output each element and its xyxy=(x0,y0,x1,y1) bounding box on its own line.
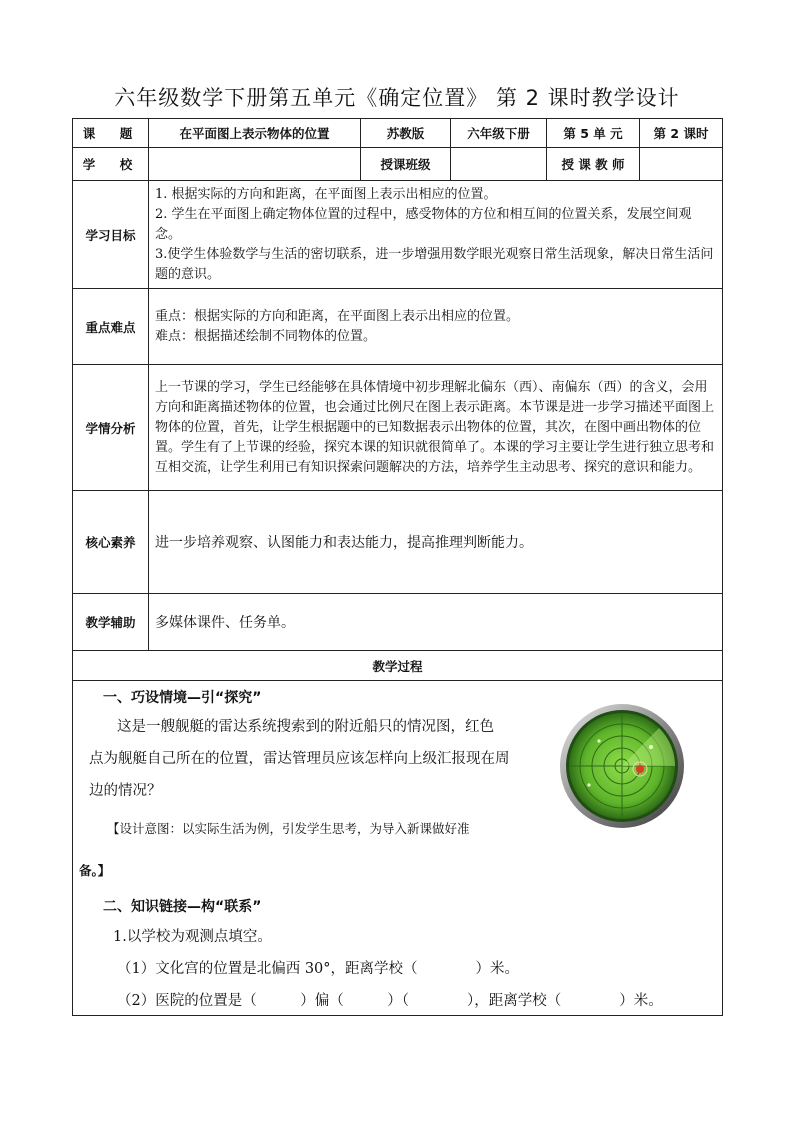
analysis-label: 学情分析 xyxy=(73,365,149,491)
section1-line-1: 这是一艘舰艇的雷达系统搜索到的附近船只的情况图，红色 xyxy=(117,719,494,735)
process-header-row xyxy=(73,651,723,681)
topic-row xyxy=(73,119,723,148)
key-points-label: 重点难点 xyxy=(73,289,149,365)
class-value xyxy=(451,148,547,181)
analysis-text: 上一节课的学习，学生已经能够在具体情境中初步理解北偏东（西）、南偏东（西）的含义，会用方向和距离描述物体的位置，也会通过比例尺在图上表示距离。本节课是进一步学习描述平面图上物体的位置，首先，让学生根据题中的已知数据表示出物体的位置，其次，在图中画出物体的位置。学生有了上节课的经验，探究本课的知识就很简单了。本课的学习主要让学生进行独立思考和互相交流，让学生利用已有知识探索问题解决的方法，培养学生主动思考、探究的意识和能力。 xyxy=(155,379,715,475)
unit-value: 第 5 单 元 xyxy=(547,119,640,148)
key-points-content xyxy=(149,289,723,365)
key-point: 重点：根据实际的方向和距离，在平面图上表示出相应的位置。 xyxy=(155,308,520,324)
radar-screen-image xyxy=(559,703,685,829)
document-title: 六年级数学下册第五单元《确定位置》 第 2 课时教学设计 xyxy=(114,86,680,110)
section1-title: 一、巧设情境—引“探究” xyxy=(103,690,262,706)
radar-contact-dot xyxy=(587,783,590,786)
radar-own-position-dot xyxy=(636,765,644,773)
question-1: （1）文化宫的位置是北偏西 30°，距离学校（ ）米。 xyxy=(117,961,520,977)
objectives-row xyxy=(73,181,723,289)
aids-text: 多媒体课件、任务单。 xyxy=(149,594,723,651)
lesson-plan-table xyxy=(72,118,723,1016)
process-content xyxy=(73,681,723,1016)
analysis-row xyxy=(73,365,723,491)
literacy-row xyxy=(73,491,723,594)
design-intent-line-2: 备。】 xyxy=(79,863,111,878)
teacher-value xyxy=(640,148,723,181)
teacher-label: 授 课 教 师 xyxy=(547,148,640,181)
objectives-content xyxy=(149,181,723,289)
radar-contact-dot xyxy=(597,739,600,742)
radar-contact-dot xyxy=(649,745,653,749)
publisher-value: 苏教版 xyxy=(361,119,451,148)
topic-value: 在平面图上表示物体的位置 xyxy=(149,119,361,148)
topic-label: 课 题 xyxy=(73,119,149,148)
objective-1: 1. 根据实际的方向和距离，在平面图上表示出相应的位置。 xyxy=(155,186,497,202)
design-intent-line-1: 【设计意图：以实际生活为例，引发学生思考，为导入新课做好准 xyxy=(107,821,470,836)
literacy-label: 核心素养 xyxy=(73,491,149,594)
objectives-label: 学习目标 xyxy=(73,181,149,289)
school-label: 学 校 xyxy=(73,148,149,181)
objective-3: 3.使学生体验数学与生活的密切联系，进一步增强用数学眼光观察日常生活现象，解决日常生活问题的意识。 xyxy=(155,246,714,282)
analysis-content xyxy=(149,365,723,491)
section1-line-2: 点为舰艇自己所在的位置，雷达管理员应该怎样向上级汇报现在周 xyxy=(89,751,510,767)
aids-label: 教学辅助 xyxy=(73,594,149,651)
task-intro: 1.以学校为观测点填空。 xyxy=(113,929,272,945)
difficult-point: 难点：根据描述绘制不同物体的位置。 xyxy=(155,328,377,344)
section2-title: 二、知识链接—构“联系” xyxy=(103,899,262,915)
literacy-text: 进一步培养观察、认图能力和表达能力，提高推理判断能力。 xyxy=(149,491,723,594)
objective-2: 2. 学生在平面图上确定物体位置的过程中，感受物体的方位和相互间的位置关系，发展空间观念。 xyxy=(155,206,692,242)
key-points-row xyxy=(73,289,723,365)
grade-value: 六年级下册 xyxy=(451,119,547,148)
school-value xyxy=(149,148,361,181)
process-row xyxy=(73,681,723,1016)
lesson-value: 第 2 课时 xyxy=(640,119,723,148)
question-2: （2）医院的位置是（ ）偏（ ）（ ），距离学校（ ）米。 xyxy=(117,993,663,1009)
aids-row xyxy=(73,594,723,651)
process-header: 教学过程 xyxy=(73,651,723,681)
class-label: 授课班级 xyxy=(361,148,451,181)
section1-line-3: 边的情况？ xyxy=(89,783,162,799)
school-row xyxy=(73,148,723,181)
